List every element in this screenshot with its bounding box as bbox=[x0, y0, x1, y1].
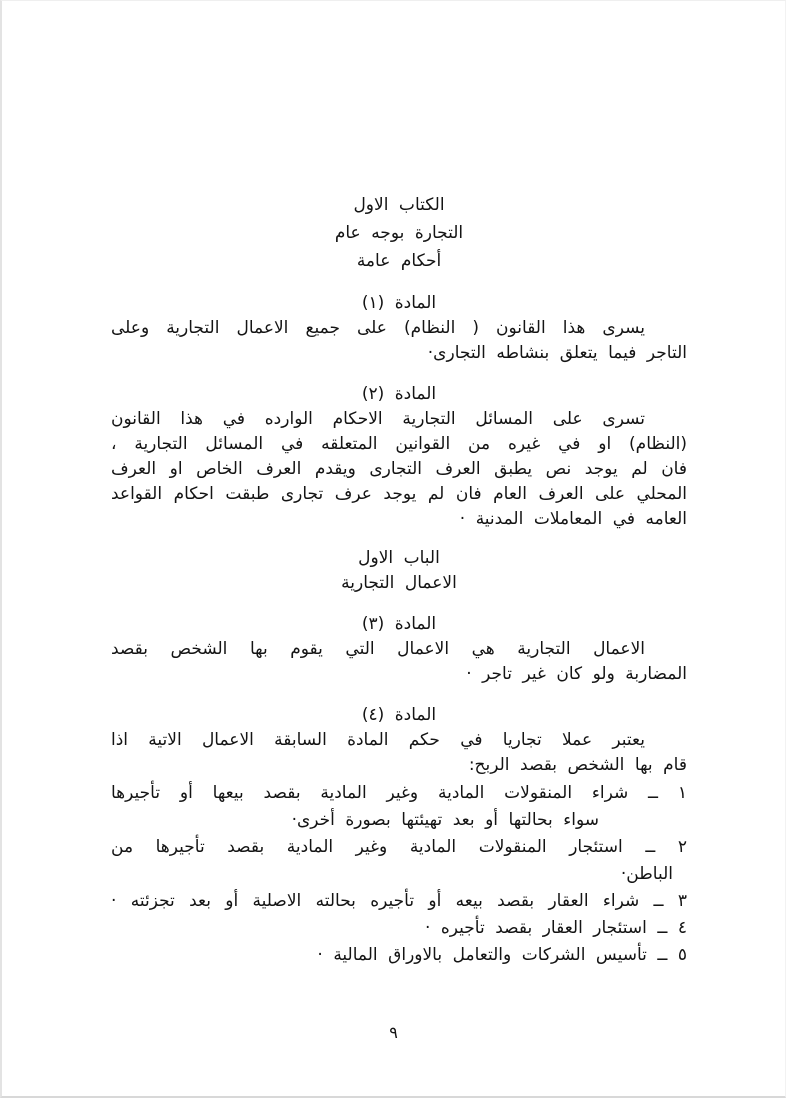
list-item bbox=[111, 888, 687, 915]
article-4-item-list bbox=[111, 780, 687, 969]
article-2-line: فان لم يوجد نص يطبق العرف التجارى ويقدم العرف الخاص او العرف bbox=[111, 459, 687, 479]
article-3-line: الاعمال التجارية هي الاعمال التي يقوم بها الشخص بقصد bbox=[111, 639, 645, 659]
list-item-line: ٤ ــ استئجار العقار بقصد تأجيره · bbox=[424, 918, 687, 938]
article-4-intro bbox=[111, 728, 687, 778]
article-1-heading: المادة (١) bbox=[361, 293, 437, 313]
article-1-line: التاجر فيما يتعلق بنشاطه التجارى· bbox=[427, 343, 687, 363]
page-number: ٩ bbox=[389, 1023, 398, 1042]
list-item bbox=[111, 834, 687, 888]
list-item bbox=[111, 915, 687, 942]
list-item-line: ١ ــ شراء المنقولات المادية وغير المادية بقصد بيعها أو تأجيرها bbox=[111, 783, 687, 803]
book-subtitle: التجارة بوجه عام bbox=[334, 223, 464, 243]
article-3-line: المضاربة ولو كان غير تاجر · bbox=[466, 664, 687, 684]
list-item-line: ٥ ــ تأسيس الشركات والتعامل بالاوراق المالية · bbox=[317, 945, 687, 965]
list-item-line: ٢ ــ استئجار المنقولات المادية وغير المادية بقصد تأجيرها من bbox=[111, 837, 687, 857]
list-item-line: الباطن· bbox=[620, 864, 673, 884]
article-2-line: المحلي على العرف العام فان لم يوجد عرف تجارى طبقت احكام القواعد bbox=[111, 484, 687, 504]
article-2-line: (النظام) او في غيره من القوانين المتعلقه في المسائل التجارية ، bbox=[111, 434, 687, 454]
chapter-title: الباب الاول bbox=[358, 548, 440, 568]
text-block bbox=[111, 191, 687, 969]
list-item-line: ٣ ــ شراء العقار بقصد بيعه أو تأجيره بحالته الاصلية أو بعد تجزئته · bbox=[111, 891, 687, 911]
chapter-subtitle: الاعمال التجارية bbox=[341, 573, 457, 593]
article-4-intro-line: يعتبر عملا تجاريا في حكم المادة السابقة الاعمال الاتية اذا bbox=[111, 730, 645, 750]
article-4-intro-line: قام بها الشخص بقصد الربح: bbox=[468, 755, 687, 775]
article-1-body bbox=[111, 316, 687, 366]
article-2-body bbox=[111, 407, 687, 532]
article-3-body bbox=[111, 637, 687, 687]
article-2-line: تسرى على المسائل التجارية الاحكام الوارده في هذا القانون bbox=[111, 409, 645, 429]
article-4-heading: المادة (٤) bbox=[361, 705, 437, 725]
list-item bbox=[111, 942, 687, 969]
article-1-line: يسرى هذا القانون ( النظام) على جميع الاعمال التجارية وعلى bbox=[111, 318, 645, 338]
book-title: الكتاب الاول bbox=[353, 195, 445, 215]
list-item-line: سواء بحالتها أو بعد تهيئتها بصورة أخرى· bbox=[291, 810, 599, 830]
article-3-heading: المادة (٣) bbox=[361, 614, 437, 634]
general-provisions-title: أحكام عامة bbox=[356, 251, 442, 271]
list-item bbox=[111, 780, 687, 834]
article-2-heading: المادة (٢) bbox=[361, 384, 437, 404]
article-2-line: العامه في المعاملات المدنية · bbox=[459, 509, 687, 529]
